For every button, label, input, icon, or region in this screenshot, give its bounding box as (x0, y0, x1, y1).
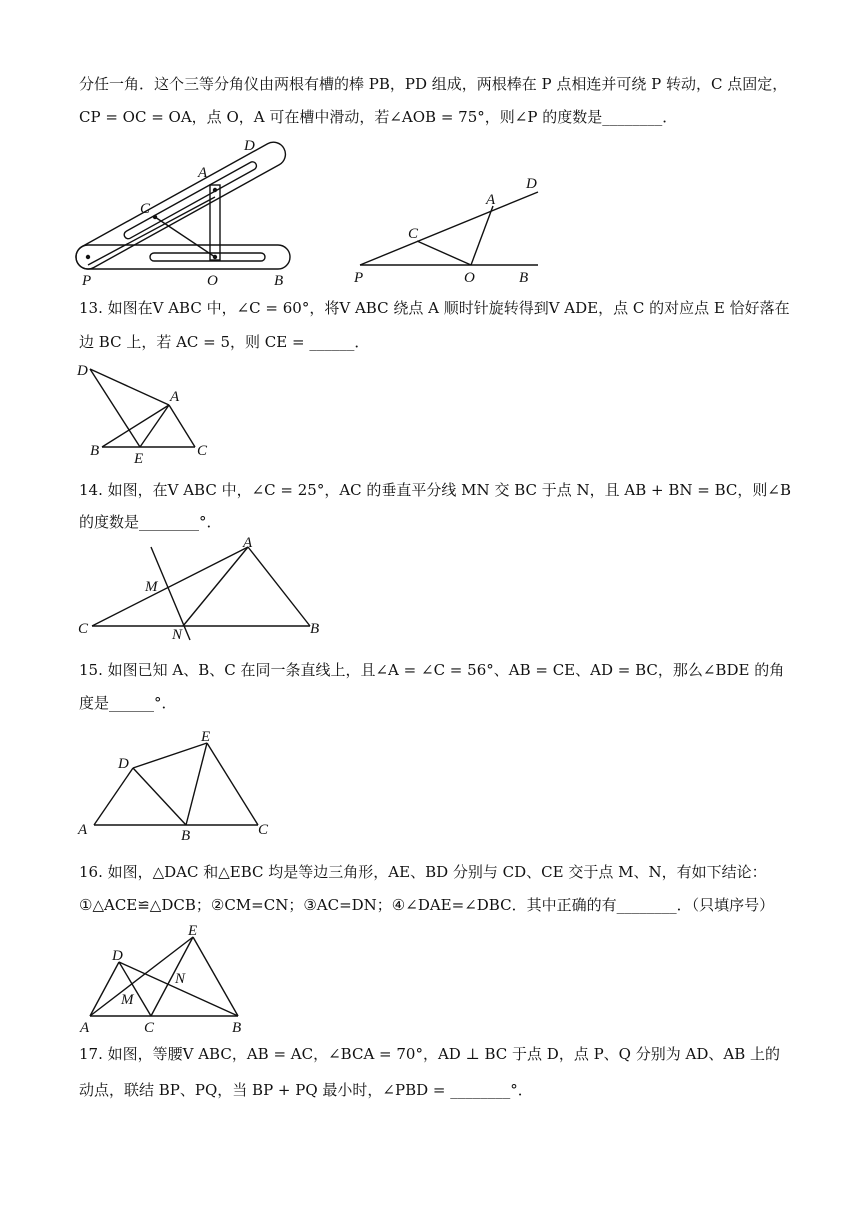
label-c: C (197, 443, 208, 459)
label-d: D (244, 138, 255, 154)
figure-13 (72, 357, 222, 465)
label-e: E (134, 451, 144, 465)
problem-13-text-line-2: 边 BC 上，若 AC = 5，则 CE = ______． (79, 333, 370, 351)
label-c: C (78, 621, 89, 637)
label-b: B (274, 273, 284, 289)
slot-pb (150, 253, 265, 261)
label-d: D (526, 176, 537, 192)
problem-15-text-line-1: 15. 如图已知 A、B、C 在同一条直线上，且∠A = ∠C = 56°、AB = CE、AD = BC，那么∠BDE 的角 (79, 661, 785, 679)
label-a: A (80, 1020, 90, 1035)
label-p: P (82, 273, 92, 289)
label-d: D (112, 948, 123, 964)
label-b: B (90, 443, 100, 459)
link-co (155, 217, 215, 257)
label-n: N (175, 971, 186, 987)
problem-17-text-line-1: 17. 如图，等腰V ABC，AB = AC，∠BCA = 70°，AD ⊥ BC 于点 D，点 P、Q 分别为 AD、AB 上的 (79, 1045, 780, 1063)
label-p: P (354, 270, 364, 286)
label-b: B (181, 828, 191, 844)
label-b: B (519, 270, 529, 286)
figure-16 (72, 920, 252, 1035)
label-a: A (486, 192, 496, 208)
label-o: O (464, 270, 475, 286)
label-a: A (198, 165, 208, 181)
label-b: B (310, 621, 320, 637)
label-m: M (145, 579, 158, 595)
label-m: M (121, 992, 134, 1008)
label-o: O (207, 273, 218, 289)
problem-14-text-line-2: 的度数是________°． (79, 513, 222, 531)
label-a: A (170, 389, 180, 405)
label-c: C (144, 1020, 155, 1035)
link-oa (210, 185, 220, 260)
problem-16-text-line-2: ①△ACE≌△DCB；②CM=CN；③AC=DN；④∠DAE=∠DBC．其中正确的有________．（只填序号） (79, 896, 775, 914)
label-a: A (78, 822, 88, 838)
problem-14-text-line-1: 14. 如图，在V ABC 中，∠C = 25°，AC 的垂直平分线 MN 交 BC 于点 N，且 AB + BN = BC，则∠B (79, 481, 791, 499)
label-d: D (118, 756, 129, 772)
figure-15 (72, 722, 282, 844)
problem-13-text-line-1: 13. 如图在V ABC 中，∠C = 60°，将V ABC 绕点 A 顺时针旋转得到V ADE，点 C 的对应点 E 恰好落在 (79, 299, 790, 317)
figure-12-trisector-device (70, 135, 300, 290)
figure-14 (72, 535, 340, 647)
problem-17-text-line-2: 动点，联结 BP、PQ，当 BP + PQ 最小时，∠PBD = ________°． (79, 1081, 533, 1099)
label-a: A (243, 535, 253, 551)
problem-12-text-line-2: CP = OC = OA，点 O，A 可在槽中滑动，若∠AOB = 75°，则∠P 的度数是________． (79, 108, 678, 126)
label-n: N (172, 627, 183, 643)
label-c: C (140, 201, 151, 217)
label-c: C (258, 822, 269, 838)
label-c: C (408, 226, 419, 242)
label-e: E (188, 923, 198, 939)
label-d: D (77, 363, 88, 379)
figure-12-geometry (348, 170, 548, 288)
bar-pb (76, 245, 290, 269)
problem-15-text-line-2: 度是______°． (79, 694, 177, 712)
problem-12-text-line-1: 分任一角．这个三等分角仪由两根有槽的棒 PB，PD 组成，两根棒在 P 点相连并可绕 P 转动，C 点固定， (79, 75, 788, 93)
label-b: B (232, 1020, 242, 1035)
problem-16-text-line-1: 16. 如图，△DAC 和△EBC 均是等边三角形，AE、BD 分别与 CD、CE 交于点 M、N，有如下结论： (79, 863, 767, 881)
label-e: E (201, 729, 211, 745)
